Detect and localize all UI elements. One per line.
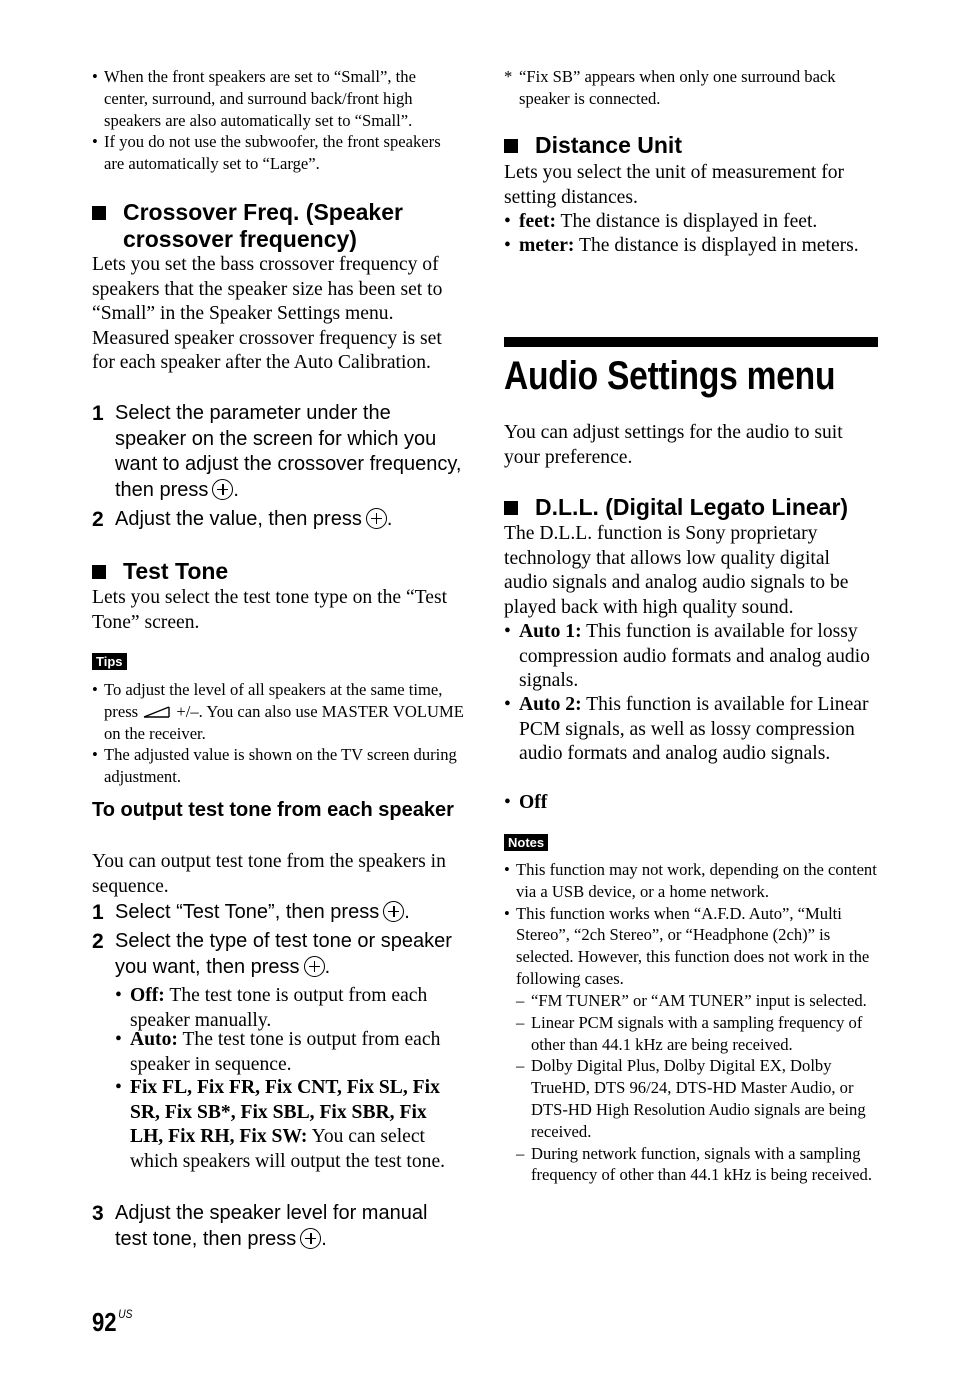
test-tone-heading: Test Tone xyxy=(92,558,464,585)
enter-button-icon xyxy=(304,956,325,977)
list-item: • The adjusted value is shown on the TV screen during adjustment. xyxy=(92,745,457,787)
enter-button-icon xyxy=(300,1228,321,1249)
heading-square-icon xyxy=(92,565,106,579)
list-item: – During network function, signals with a sampling frequency of other than 44.1 kHz is being received. xyxy=(516,1143,872,1185)
crossover-step-1: 1 Select the parameter under the speaker on the screen for which you want to adjust the crossover frequency, then press . xyxy=(92,402,462,501)
test-tone-subheading: To output test tone from each speaker xyxy=(92,799,454,821)
test-tone-step-1: 1 Select “Test Tone”, then press . xyxy=(92,901,410,924)
list-item: • When the front speakers are set to “Small”, the center, surround, and surround back/front high speakers are also automatically set to “Small”. xyxy=(92,67,416,130)
option-meter: • meter: The distance is displayed in meters. xyxy=(504,235,859,256)
test-tone-description: Lets you select the test tone type on the “Test Tone” screen. xyxy=(92,587,448,633)
enter-button-icon xyxy=(212,479,233,500)
heading-square-icon xyxy=(504,501,518,515)
page-number: 92 $^{US}$ xyxy=(92,1307,133,1337)
heading-square-icon xyxy=(92,206,106,220)
enter-button-icon xyxy=(383,901,404,922)
footnote: * “Fix SB” appears when only one surround back speaker is connected. xyxy=(504,67,836,108)
test-tone-sub-description: You can output test tone from the speakers in sequence. xyxy=(92,851,446,897)
list-item: – Dolby Digital Plus, Dolby Digital EX, Dolby TrueHD, DTS 96/24, DTS-HD Master Audio, or DTS-HD High Resolution Audio signals are being received. xyxy=(516,1056,866,1141)
crossover-step-2: 2 Adjust the value, then press . xyxy=(92,508,393,531)
list-item: • This function may not work, depending on the content via a USB device, or a home network. xyxy=(504,860,877,901)
audio-menu-intro: You can adjust settings for the audio to suit your preference. xyxy=(504,422,843,468)
list-item: • If you do not use the subwoofer, the front speakers are automatically set to “Large”. xyxy=(92,132,441,174)
list-item: – “FM TUNER” or “AM TUNER” input is selected. xyxy=(516,991,867,1010)
tips-list xyxy=(92,679,464,788)
test-tone-step-3: 3 Adjust the speaker level for manual test tone, then press . xyxy=(92,1202,428,1250)
dll-heading: D.L.L. (Digital Legato Linear) xyxy=(504,494,878,521)
cases-list xyxy=(516,990,878,1186)
volume-ramp-icon xyxy=(142,705,172,719)
option-fix: • Fix FL, Fix FR, Fix CNT, Fix SL, Fix SR, Fix SB*, Fix SBL, Fix SBR, Fix LH, Fix RH, Fix SW: You can select which speakers will output the test tone. xyxy=(115,1077,446,1172)
distance-unit-description: Lets you select the unit of measurement for setting distances. xyxy=(504,162,845,208)
distance-unit-heading: Distance Unit xyxy=(504,132,878,159)
test-tone-step-2: 2 Select the type of test tone or speaker you want, then press . xyxy=(92,930,452,978)
tips-label: Tips xyxy=(92,653,127,670)
list-item: – Linear PCM signals with a sampling frequency of other than 44.1 kHz are being received. xyxy=(516,1012,863,1054)
option-feet: • feet: The distance is displayed in feet. xyxy=(504,211,818,232)
section-rule xyxy=(504,337,878,347)
crossover-heading: Crossover Freq. (Speaker crossover frequency) xyxy=(92,199,464,253)
page-title: Audio Settings menu xyxy=(504,354,836,398)
top-bullet-list xyxy=(92,66,464,175)
option-auto: • Auto: The test tone is output from each speaker in sequence. xyxy=(115,1029,441,1075)
notes-label: Notes xyxy=(504,834,548,851)
crossover-description: Lets you set the bass crossover frequency of speakers that the speaker size has been set to “Small” in the Speaker Settings menu. Measured speaker crossover frequency is set for each speaker after the Auto Calibration. xyxy=(92,254,443,373)
option-off: • Off xyxy=(504,792,548,813)
list-item: • This function works when “A.F.D. Auto”, “Multi Stereo”, “2ch Stereo”, or “Headphone (2ch)” is selected. However, this function does not work in the following cases. xyxy=(504,903,870,988)
option-auto2: • Auto 2: This function is available for Linear PCM signals, as well as lossy compression audio formats and analog audio signals. xyxy=(504,694,869,764)
dll-description: The D.L.L. function is Sony proprietary technology that allows low quality digital audio signals and analog audio signals to be played back with high quality sound. xyxy=(504,523,849,618)
option-off: • Off: The test tone is output from each speaker manually. xyxy=(115,985,428,1031)
notes-list xyxy=(504,859,878,990)
option-auto1: • Auto 1: This function is available for lossy compression audio formats and analog audio signals. xyxy=(504,621,870,691)
enter-button-icon xyxy=(366,508,387,529)
heading-square-icon xyxy=(504,139,518,153)
list-item: • To adjust the level of all speakers at the same time, press +/–. You can also use MASTER VOLUME on the receiver. xyxy=(92,680,464,743)
